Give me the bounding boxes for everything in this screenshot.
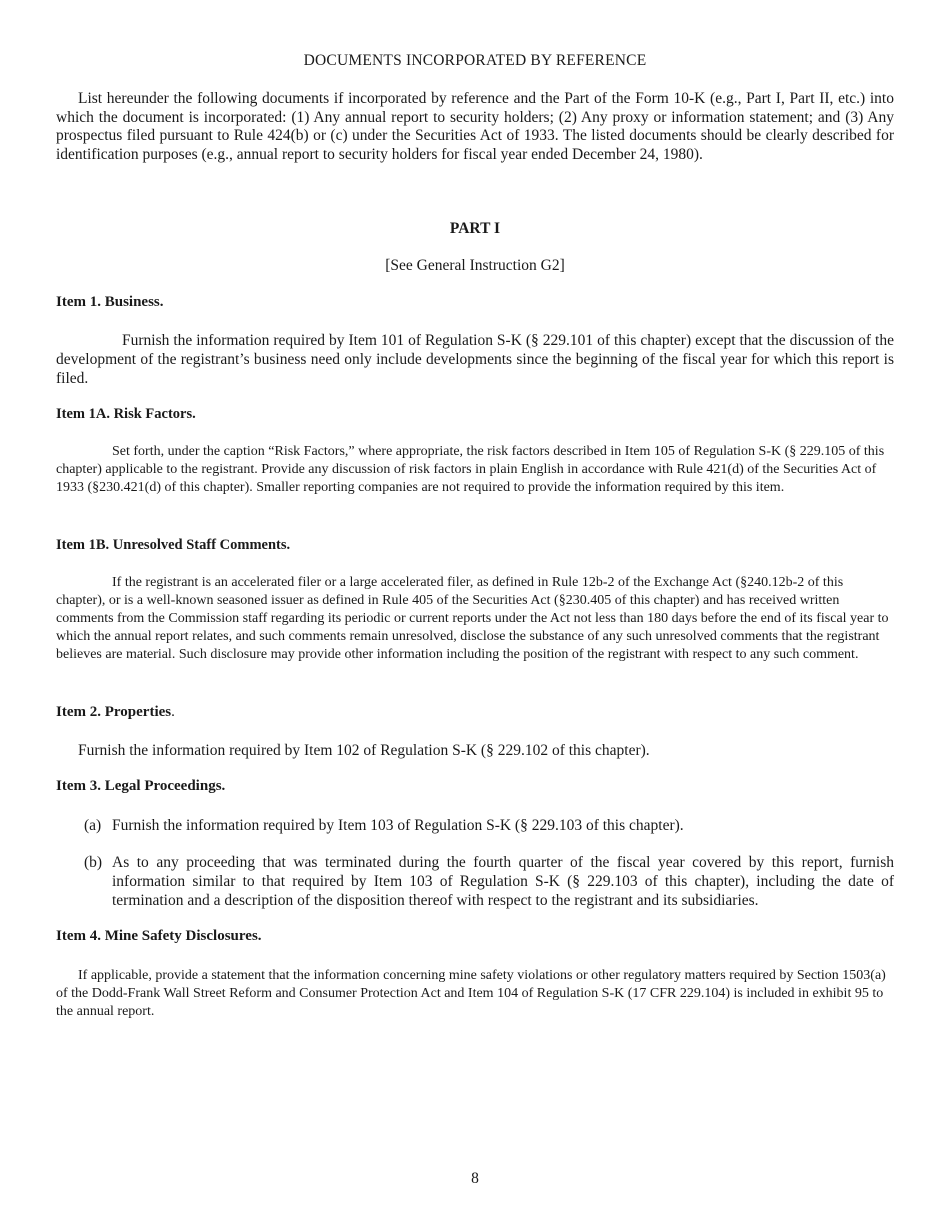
list-item-text: Furnish the information required by Item 103 of Regulation S-K (§ 229.103 of this chapter). xyxy=(112,817,684,834)
item1-paragraph: Furnish the information required by Item 101 of Regulation S-K (§ 229.101 of this chapter) except that the discussion of the development of the registrant’s business need only include developments since the beginning of the fiscal year for which this report is filed. xyxy=(56,332,894,387)
item3-heading: Item 3. Legal Proceedings. xyxy=(56,778,226,794)
item4-paragraph: If applicable, provide a statement that the information concerning mine safety violations or other regulatory matters required by Section 1503(a) of the Dodd-Frank Wall Street Reform and Consumer Protection Act and Item 104 of Regulation S-K (17 CFR 229.104) is included in exhibit 95 to the annual report. xyxy=(56,968,886,1019)
item2-heading-text: Item 2. Properties xyxy=(56,704,172,720)
intro-paragraph: List hereunder the following documents if incorporated by reference and the Part of the Form 10-K (e.g., Part I, Part II, etc.) into which the document is incorporated: (1) Any annual report to security holders; (2) Any proxy or information statement; and (3) Any prospectus filed pursuant to Rule 424(b) or (c) under the Securities Act of 1933. The listed documents should be clearly described for identification purposes (e.g., annual report to security holders for fiscal year ended December 24, 1980). xyxy=(56,90,894,163)
item3-list-item-b xyxy=(84,853,894,910)
part-title: PART I xyxy=(449,220,501,237)
documents-incorporated-heading: DOCUMENTS INCORPORATED BY REFERENCE xyxy=(303,52,647,69)
item1b-heading: Item 1B. Unresolved Staff Comments. xyxy=(56,537,291,553)
part-instruction: [See General Instruction G2] xyxy=(385,257,565,274)
item1-heading: Item 1. Business. xyxy=(56,294,164,310)
item1b-paragraph: If the registrant is an accelerated filer or a large accelerated filer, as defined in Rule 12b-2 of the Exchange Act (§240.12b-2 of this chapter), or is a well-known seasoned issuer as defined in Rule 405 of the Securities Act (§230.405 of this chapter) and has received written comments from the Commission staff regarding its periodic or current reports under the Act not less than 180 days before the end of its fiscal year to which the annual report relates, and such comments remain unresolved, disclose the substance of any such unresolved comments that the registrant believes are material. Such disclosure may provide other information including the position of the registrant with respect to any such comment. xyxy=(56,575,889,662)
item2-paragraph: Furnish the information required by Item 102 of Regulation S-K (§ 229.102 of this chapter). xyxy=(78,742,650,759)
list-marker: (b) xyxy=(84,854,103,871)
list-marker: (a) xyxy=(84,817,102,834)
item1a-heading: Item 1A. Risk Factors. xyxy=(56,406,196,422)
item2-heading-period: . xyxy=(171,704,175,720)
list-item-text: As to any proceeding that was terminated during the fourth quarter of the fiscal year covered by this report, furnish information similar to that required by Item 103 of Regulation S-K (§ 229.103 of this chapter), including the date of termination and a description of the disposition thereof with respect to the registrant and its subsidiaries. xyxy=(112,854,894,909)
page-number: 8 xyxy=(471,1170,479,1187)
item2-heading xyxy=(56,704,175,721)
item3-list-item-a xyxy=(84,816,894,835)
document-page xyxy=(56,0,894,1230)
item4-heading: Item 4. Mine Safety Disclosures. xyxy=(56,928,262,944)
item1a-paragraph: Set forth, under the caption “Risk Factors,” where appropriate, the risk factors described in Item 105 of Regulation S-K (§ 229.105 of this chapter) applicable to the registrant. Provide any discussion of risk factors in plain English in accordance with Rule 421(d) of the Securities Act of 1933 (§230.421(d) of this chapter). Smaller reporting companies are not required to provide the information required by this item. xyxy=(56,444,885,495)
